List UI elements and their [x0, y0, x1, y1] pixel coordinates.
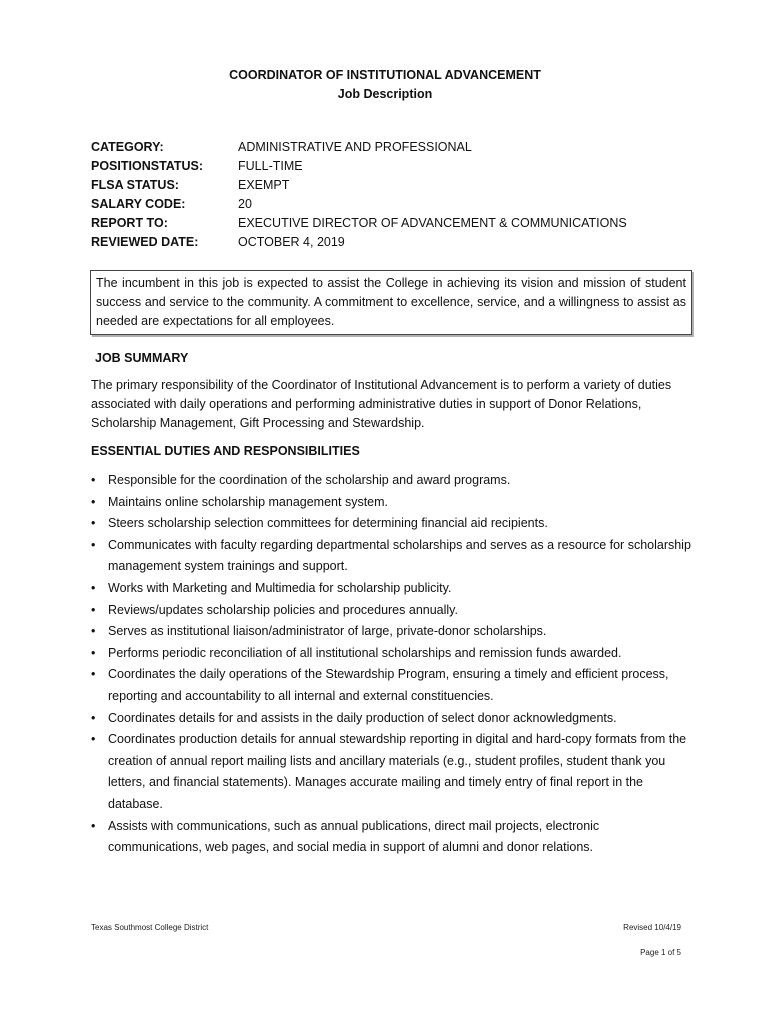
expectations-notice-box: The incumbent in this job is expected to assist the College in achieving its vision and mission of student success and service to the community. A commitment to excellence, service, and a willingness to assist as needed are expectations for all employees.	[90, 270, 692, 335]
list-item: • Steers scholarship selection committees for determining financial aid recipients.	[91, 513, 691, 535]
list-item: • Serves as institutional liaison/administrator of large, private-donor scholarships.	[91, 621, 691, 643]
meta-key: REPORT TO:	[91, 216, 168, 230]
meta-key: FLSA STATUS:	[91, 178, 179, 192]
list-item: • Coordinates details for and assists in the daily production of select donor acknowledgments.	[91, 708, 691, 730]
meta-value: FULL-TIME	[238, 159, 303, 173]
list-item: • Works with Marketing and Multimedia for scholarship publicity.	[91, 578, 691, 600]
list-item: • Communicates with faculty regarding departmental scholarships and serves as a resource for scholarship management system trainings and support.	[91, 535, 691, 578]
list-item: • Coordinates the daily operations of the Stewardship Program, ensuring a timely and efficient process, reporting and accountability to all internal and external constituencies.	[91, 664, 691, 707]
document-title: COORDINATOR OF INSTITUTIONAL ADVANCEMENT	[229, 68, 541, 82]
job-summary-heading: JOB SUMMARY	[95, 351, 189, 365]
list-item: • Maintains online scholarship management system.	[91, 492, 691, 514]
job-summary-text: The primary responsibility of the Coordinator of Institutional Advancement is to perform a variety of duties associated with daily operations and performing administrative duties in support of Donor Relations, Scholarship Management, Gift Processing and Stewardship.	[91, 378, 672, 430]
meta-row-position-status	[91, 159, 691, 178]
duties-heading: ESSENTIAL DUTIES AND RESPONSIBILITIES	[91, 444, 360, 458]
list-item: • Performs periodic reconciliation of all institutional scholarships and remission funds awarded.	[91, 643, 691, 665]
list-item: • Coordinates production details for annual stewardship reporting in digital and hard-copy formats from the creation of annual report mailing lists and ancillary materials (e.g., student profiles, student thank you letters, and financial statements). Manages accurate mailing and timely entry of final report in the database.	[91, 729, 691, 815]
footer-revised-date: Revised 10/4/19	[623, 923, 681, 932]
page-number: Page 1 of 5	[640, 948, 681, 957]
meta-row-flsa-status	[91, 178, 691, 197]
meta-key: SALARY CODE:	[91, 197, 186, 211]
meta-key: CATEGORY:	[91, 140, 164, 154]
position-details	[91, 140, 691, 254]
list-item: • Responsible for the coordination of the scholarship and award programs.	[91, 470, 691, 492]
meta-value: EXECUTIVE DIRECTOR OF ADVANCEMENT & COMMUNICATIONS	[238, 216, 627, 230]
meta-key: POSITIONSTATUS:	[91, 159, 204, 173]
meta-value: ADMINISTRATIVE AND PROFESSIONAL	[238, 140, 472, 154]
document-subtitle: Job Description	[337, 87, 433, 101]
list-item: • Assists with communications, such as annual publications, direct mail projects, electronic communications, web pages, and social media in support of alumni and donor relations.	[91, 816, 691, 859]
meta-key: REVIEWED DATE:	[91, 235, 199, 249]
list-item: • Reviews/updates scholarship policies and procedures annually.	[91, 600, 691, 622]
meta-row-report-to	[91, 216, 691, 235]
meta-row-reviewed-date	[91, 235, 691, 254]
meta-value: OCTOBER 4, 2019	[238, 235, 345, 249]
meta-value: 20	[238, 197, 252, 211]
meta-row-salary-code	[91, 197, 691, 216]
meta-value: EXEMPT	[238, 178, 290, 192]
footer-organization: Texas Southmost College District	[91, 923, 209, 932]
duties-list	[91, 470, 691, 859]
meta-row-category	[91, 140, 691, 159]
